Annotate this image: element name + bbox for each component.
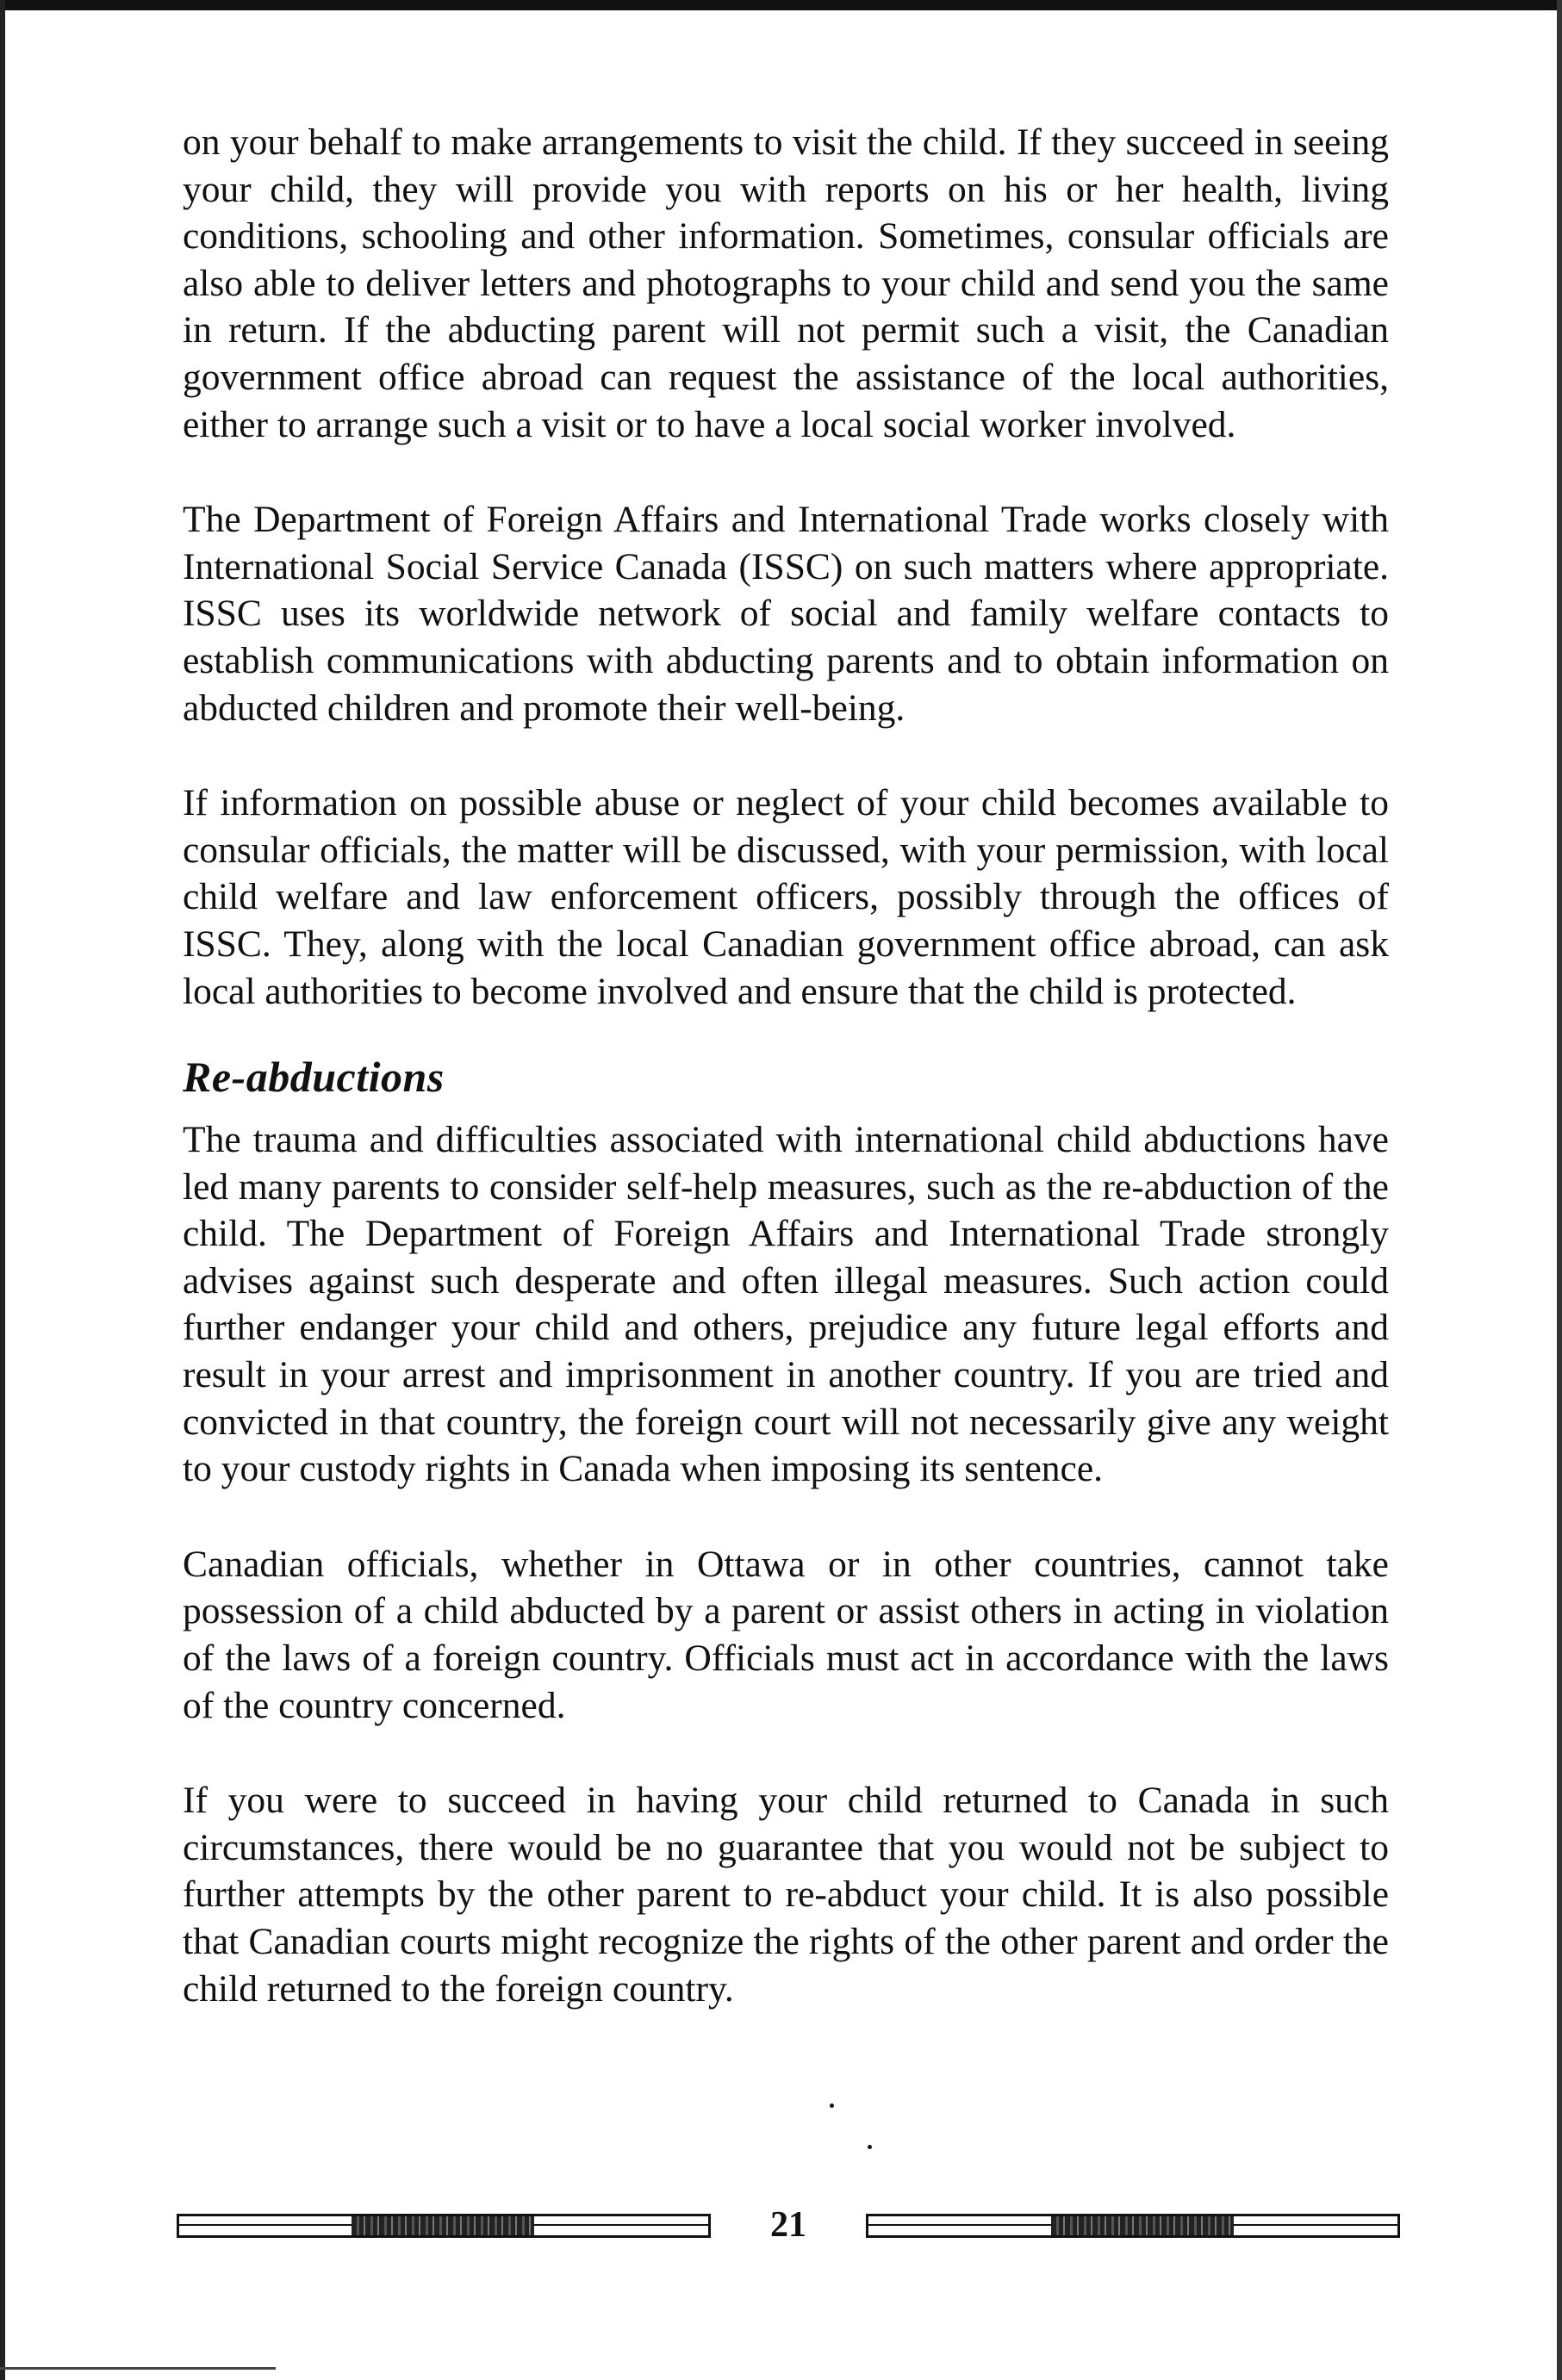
page-bottom-edge: [0, 2367, 276, 2370]
paragraph-self-help-warning: The trauma and difficulties associated with international child abductions have led many parents to consider self-help measures, such as the re-abduction of the child. The Department of Foreign Affairs and International Trade strongly advises against such desperate and often illegal measures. Such action could further endanger your child and others, prejudice any future legal efforts and result in your arrest and imprisonment in another country. If you are tried and convicted in that country, the foreign court will not necessarily give any weight to your custody rights in Canada when imposing its sentence.: [183, 1119, 1389, 1490]
page-top-border: [0, 0, 1562, 10]
footer-rule-left-pattern: [352, 2216, 534, 2235]
footer-rule-right: [866, 2214, 1400, 2238]
footer-rule-right-pattern: [1051, 2216, 1234, 2235]
paragraph-officials-limits: Canadian officials, whether in Ottawa or in other countries, cannot take possession of a child abducted by a parent or assist others in acting in violation of the laws of a foreign country. Officials must act in accordance with the laws of the country concerned.: [183, 1543, 1389, 1726]
page-right-border: [1557, 0, 1562, 2380]
print-speck: [868, 2145, 872, 2149]
page-left-border: [0, 0, 5, 2380]
page-number: 21: [770, 2205, 806, 2245]
paragraph-issc-cooperation: The Department of Foreign Affairs and International Trade works closely with International Social Service Canada (ISSC) on such matters where appropriate. ISSC uses its worldwide network of social and family welfare contacts to establish communications with abducting parents and to obtain information on abducted children and promote their well-being.: [183, 499, 1389, 729]
paragraph-abuse-neglect: If information on possible abuse or neglect of your child becomes available to consular officials, the matter will be discussed, with your permission, with local child welfare and law enforcement officers, possibly through the offices of ISSC. They, along with the local Canadian government office abroad, can ask local authorities to become involved and ensure that the child is protected.: [183, 782, 1389, 1012]
paragraph-consular-visits: on your behalf to make arrangements to visit the child. If they succeed in seeing your child, they will provide you with reports on his or her health, living conditions, schooling and other information. Sometimes, consular officials are also able to deliver letters and photographs to your child and send you the same in return. If the abducting parent will not permit such a visit, the Canadian government office abroad can request the assistance of the local authorities, either to arrange such a visit or to have a local social worker involved.: [183, 121, 1389, 445]
section-heading-re-abductions: Re-abductions: [183, 1053, 445, 1102]
footer-rule-left: [177, 2214, 711, 2238]
paragraph-no-guarantee: If you were to succeed in having your child returned to Canada in such circumstances, there would be no guarantee that you would not be subject to further attempts by the other parent to re-abduct your child. It is also possible that Canadian courts might recognize the rights of the other parent and order the child returned to the foreign country.: [183, 1780, 1389, 2010]
print-speck: [830, 2103, 834, 2108]
page-body: [183, 119, 1389, 2060]
page-footer: [177, 2203, 1400, 2246]
